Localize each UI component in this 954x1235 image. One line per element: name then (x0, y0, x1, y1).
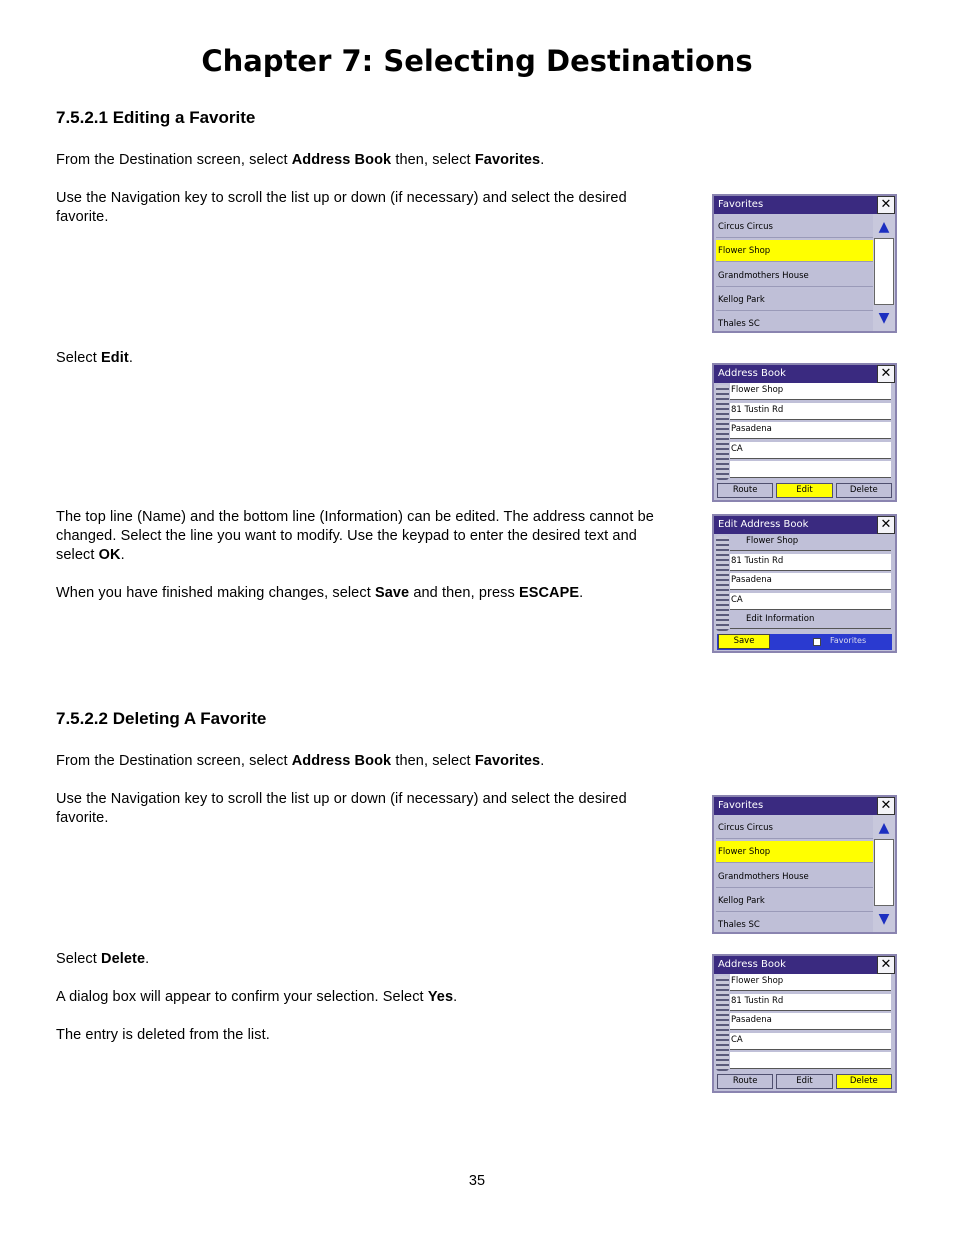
favorites-screen-delete (712, 795, 897, 934)
favorites-checkbox-label: Favorites (830, 636, 867, 645)
street-field: 81 Tustin Rd (730, 554, 891, 571)
close-icon: ✕ (880, 798, 892, 813)
paragraph: Use the Navigation key to scroll the list up or down (if necessary) and select the desired favorite. (56, 791, 627, 826)
close-icon: ✕ (880, 366, 892, 381)
address-fields (730, 534, 891, 632)
route-button[interactable]: Route (717, 483, 773, 498)
close-button[interactable] (877, 956, 895, 974)
list-item[interactable]: Grandmothers House (716, 866, 873, 888)
section-heading-editing: 7.5.2.1 Editing a Favorite (56, 108, 256, 127)
edit-button[interactable]: Edit (776, 1074, 832, 1089)
button-row (717, 1074, 892, 1089)
delete-button[interactable]: Delete (836, 1074, 892, 1089)
paragraph: Select Delete. (56, 951, 150, 967)
page-number: 35 (468, 1173, 486, 1189)
screen-title: Favorites (718, 800, 764, 811)
street-field[interactable]: 81 Tustin Rd (730, 403, 891, 420)
paragraph: Select Edit. (56, 350, 133, 366)
list-item[interactable]: Thales SC (716, 313, 873, 333)
screen-title: Edit Address Book (718, 519, 809, 530)
city-field[interactable]: Pasadena (730, 422, 891, 439)
address-book-screen-delete (712, 954, 897, 1093)
edit-action-bar (717, 634, 892, 650)
edit-information-field[interactable]: Edit Information (730, 612, 891, 629)
scroll-track[interactable] (874, 238, 894, 305)
paragraph: Use the Navigation key to scroll the list up or down (if necessary) and select the desired favorite. (56, 190, 627, 225)
list-item[interactable]: Kellog Park (716, 289, 873, 311)
scroll-track[interactable] (874, 839, 894, 906)
screen-title: Address Book (718, 959, 786, 970)
list-item[interactable]: Grandmothers House (716, 265, 873, 287)
button-row (717, 483, 892, 498)
info-field[interactable] (730, 1052, 891, 1069)
list-item[interactable]: Kellog Park (716, 890, 873, 912)
favorites-list (716, 817, 873, 934)
favorites-screen (712, 194, 897, 333)
list-item[interactable]: Circus Circus (716, 216, 873, 238)
spiral-binding-icon (716, 976, 729, 1071)
title-bar (714, 956, 895, 974)
close-icon: ✕ (880, 197, 892, 212)
state-field[interactable]: CA (730, 1033, 891, 1050)
spiral-binding-icon (716, 385, 729, 480)
city-field[interactable]: Pasadena (730, 1013, 891, 1030)
list-item[interactable]: Thales SC (716, 914, 873, 934)
close-button[interactable] (877, 365, 895, 383)
scroll-up-arrow-icon[interactable]: ▲ (878, 820, 890, 836)
chapter-title: Chapter 7: Selecting Destinations (201, 44, 753, 78)
paragraph: The top line (Name) and the bottom line (Information) can be edited. The address cannot be changed. Select the line you want to modify. Use the keypad to enter the desired text and select OK. (56, 509, 654, 563)
name-field[interactable]: Flower Shop (730, 534, 891, 551)
close-icon: ✕ (880, 517, 892, 532)
close-button[interactable] (877, 196, 895, 214)
screen-title: Favorites (718, 199, 764, 210)
close-button[interactable] (877, 516, 895, 534)
paragraph: The entry is deleted from the list. (56, 1027, 270, 1043)
street-field[interactable]: 81 Tustin Rd (730, 994, 891, 1011)
screen-title: Address Book (718, 368, 786, 379)
name-field[interactable]: Flower Shop (730, 383, 891, 400)
paragraph: From the Destination screen, select Address Book then, select Favorites. (56, 753, 545, 769)
name-field[interactable]: Flower Shop (730, 974, 891, 991)
spiral-binding-icon (716, 536, 729, 631)
save-button[interactable]: Save (718, 634, 770, 649)
paragraph: From the Destination screen, select Address Book then, select Favorites. (56, 152, 545, 168)
scroll-up-arrow-icon[interactable]: ▲ (878, 219, 890, 235)
scroll-down-arrow-icon[interactable]: ▼ (878, 310, 890, 326)
paragraph: When you have finished making changes, select Save and then, press ESCAPE. (56, 585, 584, 601)
favorites-checkbox[interactable] (813, 638, 821, 646)
list-item-selected[interactable]: Flower Shop (716, 240, 873, 262)
title-bar (714, 365, 895, 383)
info-field[interactable] (730, 461, 891, 478)
route-button[interactable]: Route (717, 1074, 773, 1089)
list-item[interactable]: Circus Circus (716, 817, 873, 839)
address-book-screen (712, 363, 897, 502)
close-button[interactable] (877, 797, 895, 815)
edit-address-book-screen (712, 514, 897, 653)
address-fields (730, 383, 891, 481)
favorites-list (716, 216, 873, 333)
state-field: CA (730, 593, 891, 610)
title-bar (714, 196, 895, 214)
address-fields (730, 974, 891, 1072)
delete-button[interactable]: Delete (836, 483, 892, 498)
scrollbar[interactable] (873, 214, 895, 331)
list-item-selected[interactable]: Flower Shop (716, 841, 873, 863)
close-icon: ✕ (880, 957, 892, 972)
title-bar (714, 797, 895, 815)
section-heading-deleting: 7.5.2.2 Deleting A Favorite (56, 709, 267, 728)
title-bar (714, 516, 895, 534)
scrollbar[interactable] (873, 815, 895, 932)
city-field: Pasadena (730, 573, 891, 590)
paragraph: A dialog box will appear to confirm your selection. Select Yes. (56, 989, 458, 1005)
scroll-down-arrow-icon[interactable]: ▼ (878, 911, 890, 927)
state-field[interactable]: CA (730, 442, 891, 459)
edit-button[interactable]: Edit (776, 483, 832, 498)
